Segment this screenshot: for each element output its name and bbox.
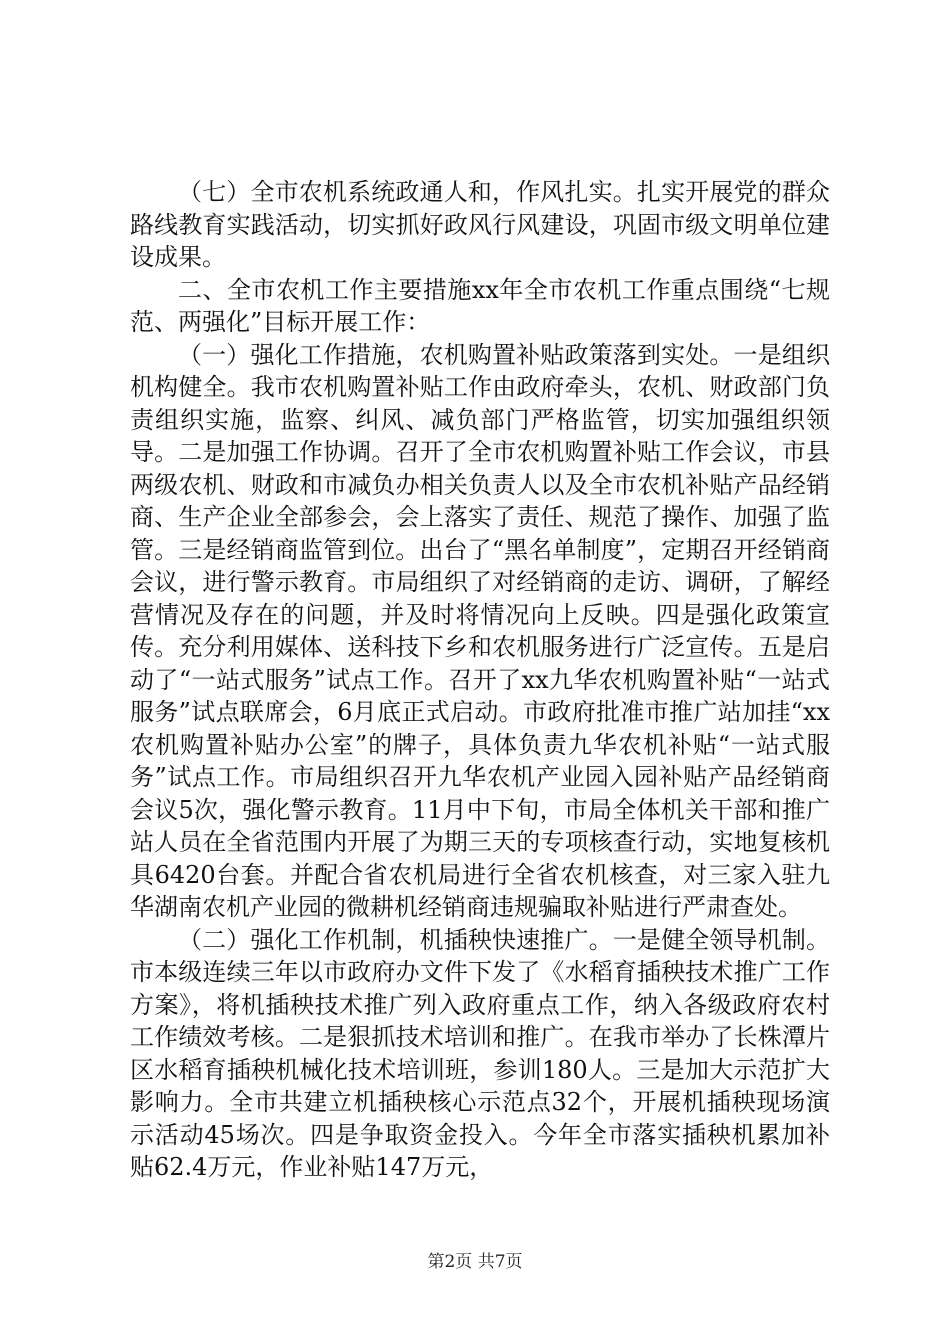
paragraph-measures-heading: 二、全市农机工作主要措施xx年全市农机工作重点围绕“七规范、两强化”目标开展工作： bbox=[130, 275, 830, 336]
paragraph-transplanting: （二）强化工作机制，机插秧快速推广。一是健全领导机制。市本级连续三年以市政府办文件下发了《水稻育插秧技术推广工作方案》，将机插秧技术推广列入政府重点工作，纳入各级政府农村工作绩效考核。二是狠抓技术培训和推广。在我市举办了长株潭片区水稻育插秧机械化技术培训班，参训180人。三是加大示范扩大影响力。全市共建立机插秧核心示范点32个，开展机插秧现场演示活动45场次。四是争取资金投入。今年全市落实插秧机累加补贴62.4万元，作业补贴147万元， bbox=[130, 925, 830, 1181]
paragraph-subsidy-policy: （一）强化工作措施，农机购置补贴政策落到实处。一是组织机构健全。我市农机购置补贴工作由政府牵头，农机、财政部门负责组织实施，监察、纠风、减负部门严格监管，切实加强组织领导。二是加强工作协调。召开了全市农机购置补贴工作会议，市县两级农机、财政和市减负办相关负责人以及全市农机补贴产品经销商、生产企业全部参会，会上落实了责任、规范了操作、加强了监管。三是经销商监管到位。出台了“黑名单制度”，定期召开经销商会议，进行警示教育。市局组织了对经销商的走访、调研，了解经营情况及存在的问题，并及时将情况向上反映。四是强化政策宣传。充分利用媒体、送科技下乡和农机服务进行广泛宣传。五是启动了“一站式服务”试点工作。召开了xx九华农机购置补贴“一站式服务”试点联席会，6月底正式启动。市政府批准市推广站加挂“xx农机购置补贴办公室”的牌子，具体负责九华农机补贴“一站式服务”试点工作。市局组织召开九华农机产业园入园补贴产品经销商会议5次，强化警示教育。11月中下旬，市局全体机关干部和推广站人员在全省范围内开展了为期三天的专项核查行动，实地复核机具6420台套。并配合省农机局进行全省农机核查，对三家入驻九华湖南农机产业园的微耕机经销商违规骗取补贴进行严肃查处。 bbox=[130, 340, 830, 921]
paragraph-section-7: （七）全市农机系统政通人和，作风扎实。扎实开展党的群众路线教育实践活动，切实抓好政风行风建设，巩固市级文明单位建设成果。 bbox=[130, 178, 830, 271]
page-footer: 第2页 共7页 bbox=[427, 1252, 523, 1272]
document-body bbox=[130, 176, 830, 1184]
